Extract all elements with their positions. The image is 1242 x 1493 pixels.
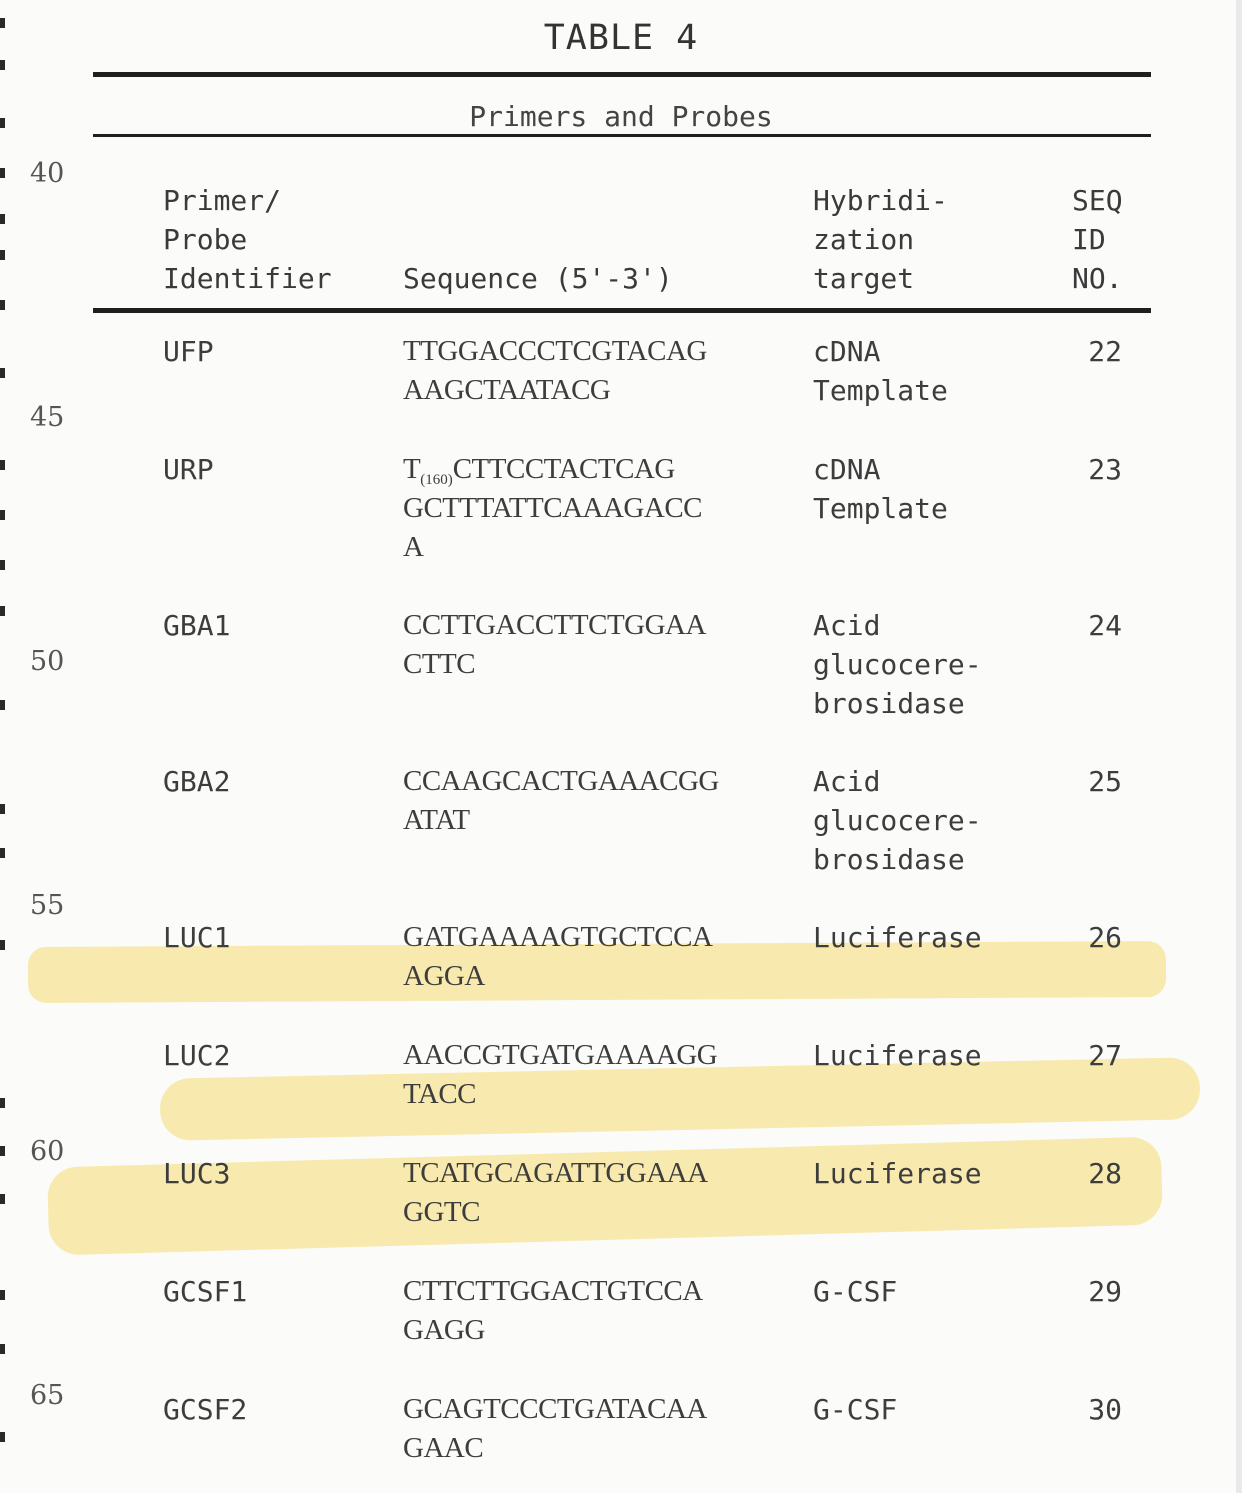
row-sequence-prefix <box>403 450 453 500</box>
row-target: cDNA Template <box>813 335 948 407</box>
header-identifier: Primer/ Probe Identifier <box>163 184 332 295</box>
row-target: cDNA Template <box>813 453 948 525</box>
line-number: 65 <box>30 1380 65 1411</box>
header-sequence: Sequence (5'-3') <box>403 262 673 295</box>
row-identifier: GCSF1 <box>163 1275 248 1308</box>
page-edge <box>1236 0 1242 1493</box>
row-sequence: GATGAAAAGTGCTCCA AGGA <box>403 921 713 992</box>
row-sequence: TTGGACCCTCGTACAG AAGCTAATACG <box>403 335 707 406</box>
line-number: 40 <box>30 158 65 189</box>
row-identifier: GBA2 <box>163 765 231 798</box>
row-identifier: LUC3 <box>163 1157 231 1190</box>
line-number: 55 <box>30 890 65 921</box>
header-rule <box>93 308 1151 313</box>
row-identifier: GCSF2 <box>163 1393 248 1426</box>
row-identifier: LUC2 <box>163 1039 231 1072</box>
row-seq-no: 28 <box>1088 1157 1122 1190</box>
sequence-subscript: (160) <box>420 472 453 488</box>
row-identifier: LUC1 <box>163 921 231 954</box>
row-target: Luciferase <box>813 1157 982 1190</box>
subtitle-rule <box>93 134 1151 137</box>
header-seq-id-no: SEQ ID NO. <box>1072 184 1123 295</box>
row-identifier: URP <box>163 453 214 486</box>
row-target: Acid glucocere- brosidase <box>813 609 982 720</box>
row-target: G-CSF <box>813 1275 898 1308</box>
row-sequence: TCATGCAGATTGGAAA GGTC <box>403 1157 708 1228</box>
row-target: Acid glucocere- brosidase <box>813 765 982 876</box>
table-subtitle: Primers and Probes <box>469 100 773 133</box>
header-hybridization-target: Hybridi- zation target <box>813 184 948 295</box>
sequence-prefix: T <box>403 453 421 485</box>
line-number: 60 <box>30 1136 65 1167</box>
row-seq-no: 23 <box>1088 453 1122 486</box>
top-rule <box>93 72 1151 77</box>
row-seq-no: 25 <box>1088 765 1122 798</box>
line-number: 50 <box>30 646 65 677</box>
row-identifier: GBA1 <box>163 609 231 642</box>
row-target: G-CSF <box>813 1393 898 1426</box>
row-seq-no: 29 <box>1088 1275 1122 1308</box>
row-sequence-text: CTTCCTACTCAG GCTTTATTCAAAGACC A <box>403 453 703 563</box>
row-sequence: CTTCTTGGACTGTCCA GAGG <box>403 1275 703 1346</box>
row-seq-no: 24 <box>1088 609 1122 642</box>
row-sequence: AACCGTGATGAAAAGG TACC <box>403 1039 718 1110</box>
row-sequence: CCAAGCACTGAAACGG ATAT <box>403 765 719 836</box>
row-target: Luciferase <box>813 1039 982 1072</box>
row-identifier: UFP <box>163 335 214 368</box>
left-margin-marks <box>0 0 8 1493</box>
row-sequence: GCAGTCCCTGATACAA GAAC <box>403 1393 707 1464</box>
row-seq-no: 27 <box>1088 1039 1122 1072</box>
row-sequence: CCTTGACCTTCTGGAA CTTC <box>403 609 706 680</box>
row-seq-no: 22 <box>1088 335 1122 368</box>
row-seq-no: 26 <box>1088 921 1122 954</box>
line-number: 45 <box>30 402 65 433</box>
row-target: Luciferase <box>813 921 982 954</box>
table-title: TABLE 4 <box>543 18 699 58</box>
row-seq-no: 30 <box>1088 1393 1122 1426</box>
